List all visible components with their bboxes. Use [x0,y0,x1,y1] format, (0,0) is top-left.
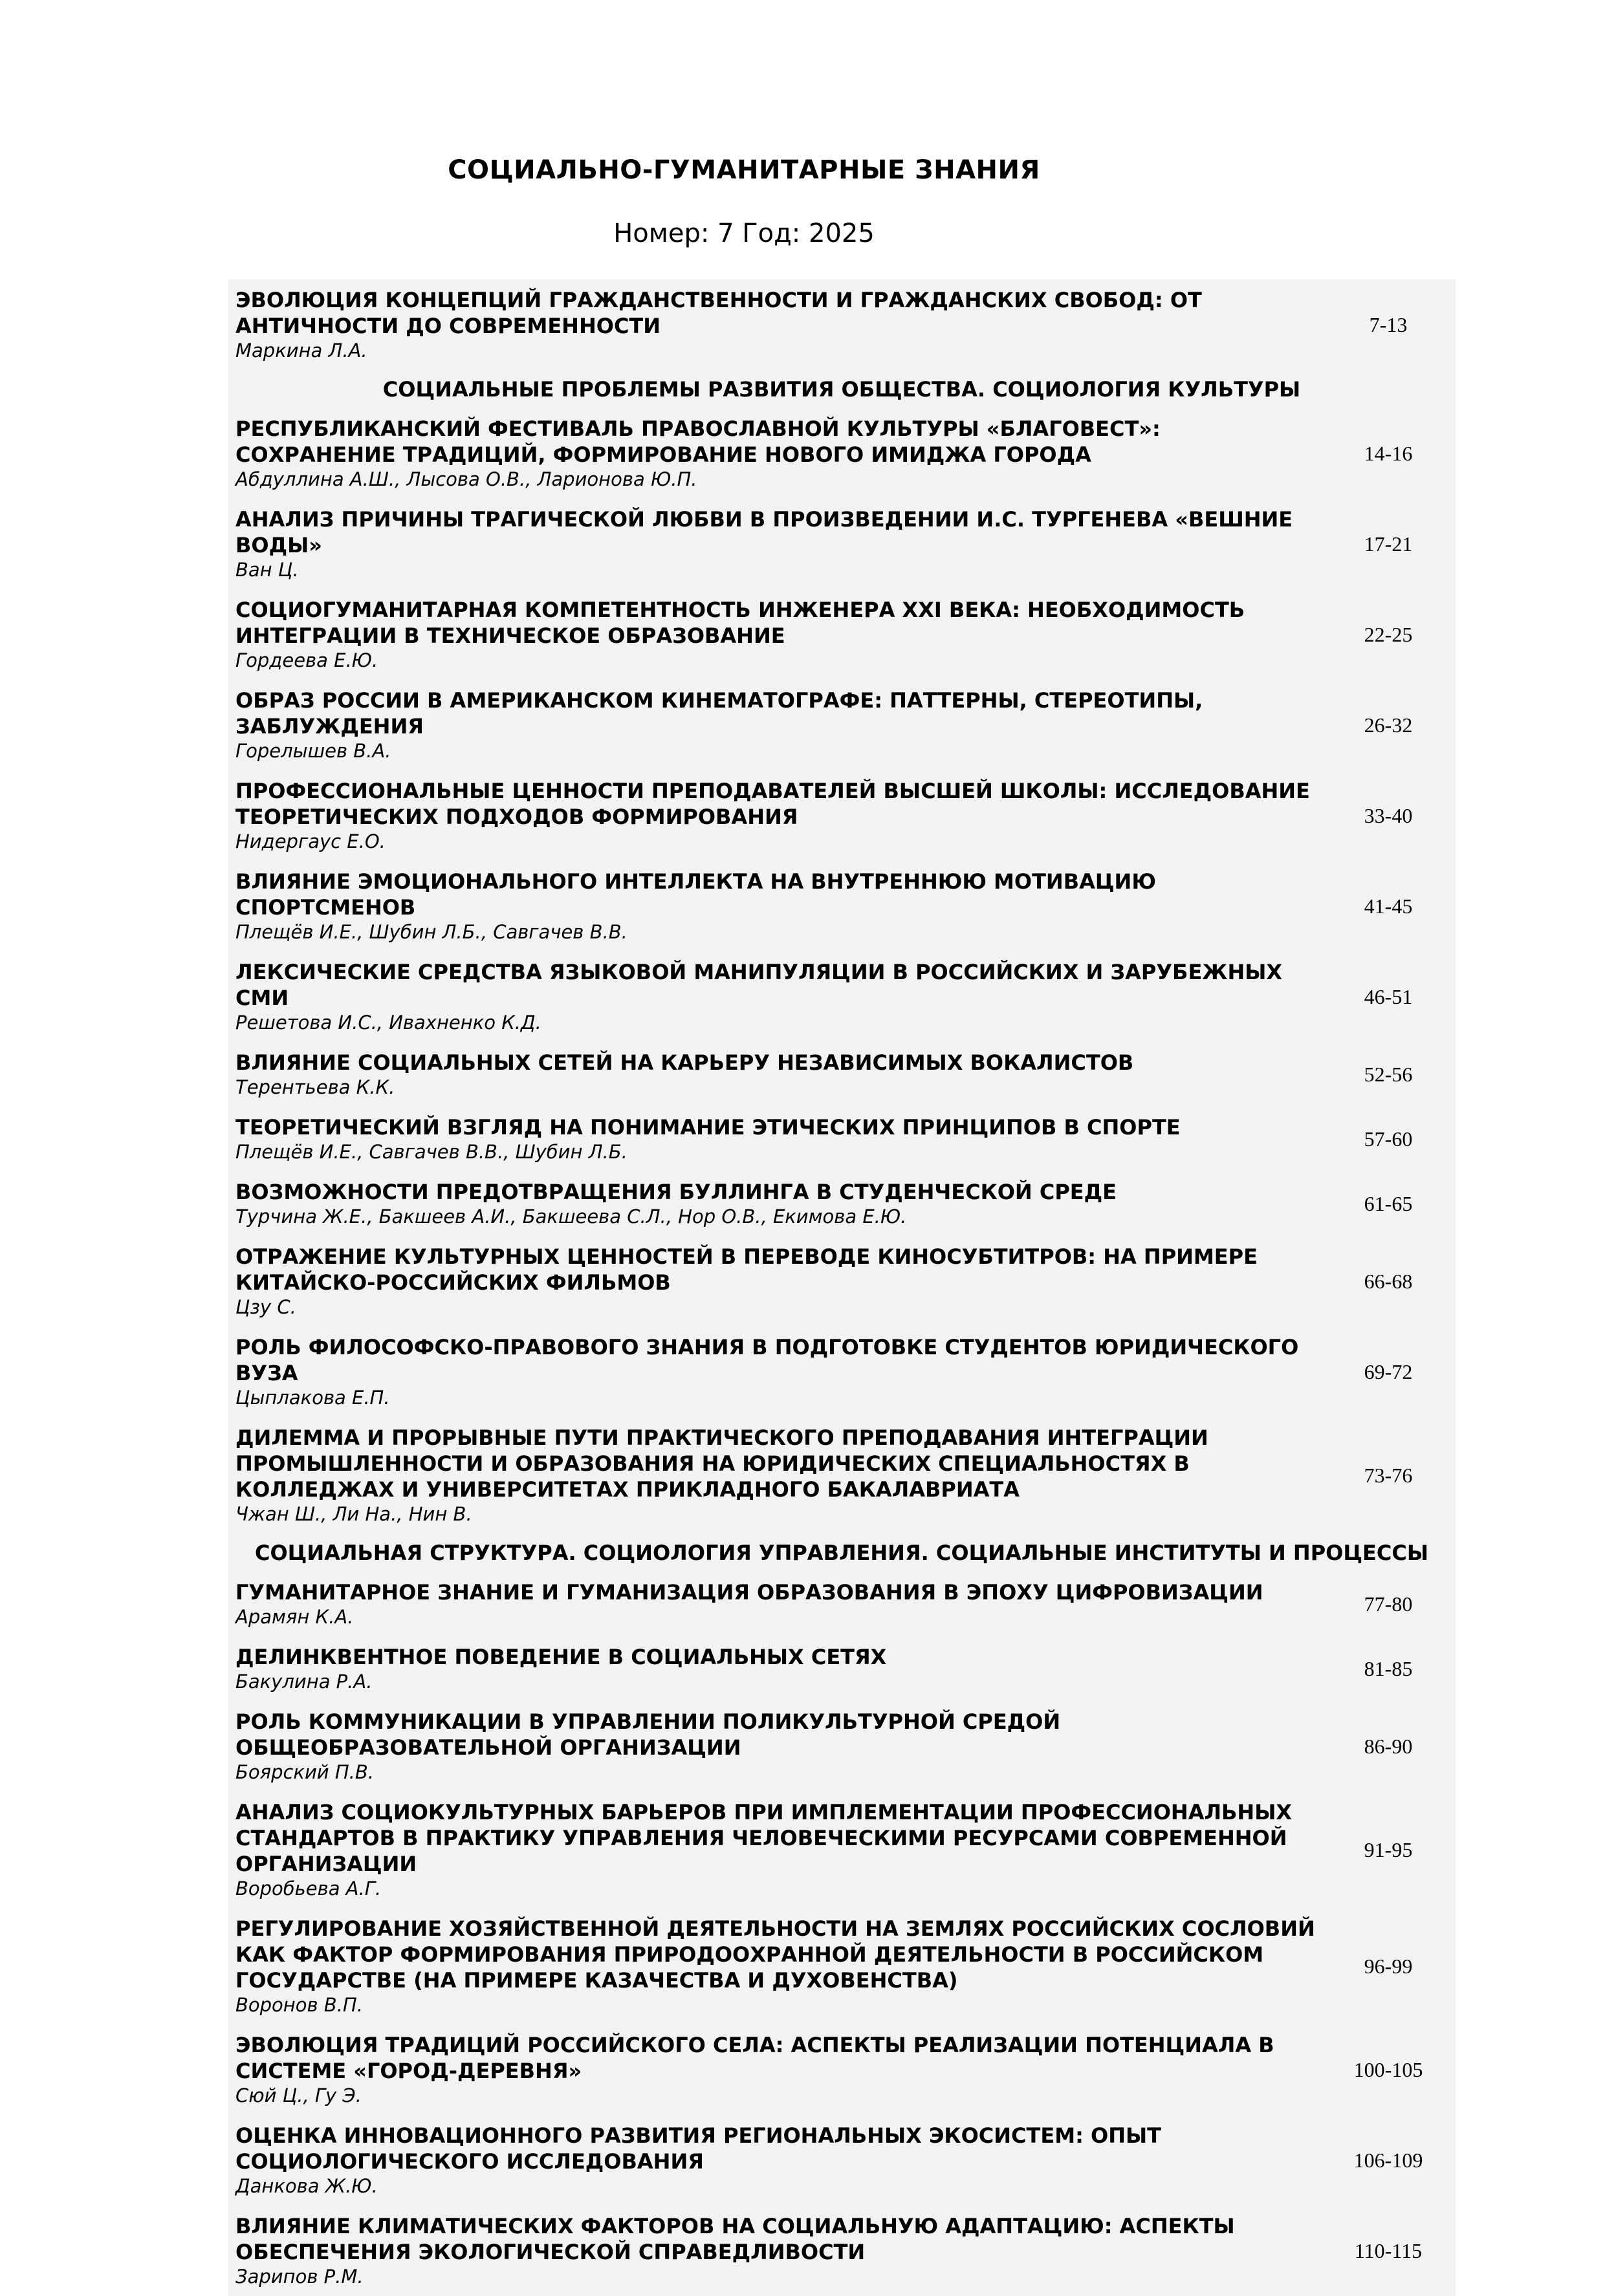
toc-entry [228,2123,1321,2198]
toc-row [228,499,1456,589]
article-authors: Ван Ц. [235,559,299,581]
article-title[interactable]: АНАЛИЗ СОЦИОКУЛЬТУРНЫХ БАРЬЕРОВ ПРИ ИМПЛЕМЕНТАЦИИ ПРОФЕССИОНАЛЬНЫХ СТАНДАРТОВ В ПРАКТИКУ УПРАВЛЕНИЯ ЧЕЛОВЕЧЕСКИМИ РЕСУРСАМИ СОВРЕМЕННОЙ ОРГАНИЗАЦИИ [235,1800,1293,1876]
article-pages: 57-60 [1364,1127,1413,1151]
article-authors: Воронов В.П. [235,1994,363,2016]
toc-row [228,1636,1456,1701]
article-authors: Плещёв И.Е., Шубин Л.Б., Савгачев В.В. [235,921,628,943]
article-pages: 41-45 [1364,894,1413,918]
article-pages: 77-80 [1364,1592,1413,1616]
article-pages: 33-40 [1364,804,1413,827]
article-title[interactable]: ДЕЛИНКВЕНТНОЕ ПОВЕДЕНИЕ В СОЦИАЛЬНЫХ СЕТЯХ [235,1645,887,1669]
article-pages: 22-25 [1364,623,1413,646]
article-authors: Маркина Л.А. [235,340,367,362]
article-authors: Данкова Ж.Ю. [235,2175,378,2197]
article-pages: 110-115 [1354,2239,1423,2262]
toc-row [228,1171,1456,1236]
toc-entry [228,778,1321,854]
toc-row [228,1107,1456,1171]
article-authors: Терентьева К.К. [235,1076,395,1098]
article-authors: Цзу С. [235,1296,296,1318]
article-authors: Воробьева А.Г. [235,1878,382,1900]
article-pages: 91-95 [1364,1838,1413,1861]
article-pages: 86-90 [1364,1735,1413,1758]
toc-entry [228,1114,1321,1164]
article-title[interactable]: АНАЛИЗ ПРИЧИНЫ ТРАГИЧЕСКОЙ ЛЮБВИ В ПРОИЗВЕДЕНИИ И.С. ТУРГЕНЕВА «ВЕШНИЕ ВОДЫ» [235,507,1293,558]
article-authors: Цыплакова Е.П. [235,1387,390,1409]
toc-entry [228,959,1321,1035]
article-title[interactable]: СОЦИОГУМАНИТАРНАЯ КОМПЕТЕНТНОСТЬ ИНЖЕНЕРА XXI ВЕКА: НЕОБХОДИМОСТЬ ИНТЕГРАЦИИ В ТЕХНИЧЕСКОЕ ОБРАЗОВАНИЕ [235,598,1245,648]
toc-entry [228,506,1321,582]
article-title[interactable]: ВЛИЯНИЕ КЛИМАТИЧЕСКИХ ФАКТОРОВ НА СОЦИАЛЬНУЮ АДАПТАЦИЮ: АСПЕКТЫ ОБЕСПЕЧЕНИЯ ЭКОЛОГИЧЕСКОЙ СПРАВЕДЛИВОСТИ [235,2214,1235,2264]
toc-row [228,279,1456,370]
toc-row [228,951,1456,1042]
toc-entry [228,2213,1321,2289]
article-title[interactable]: РОЛЬ ФИЛОСОФСКО-ПРАВОВОГО ЗНАНИЯ В ПОДГОТОВКЕ СТУДЕНТОВ ЮРИДИЧЕСКОГО ВУЗА [235,1335,1299,1385]
toc-row [228,1236,1456,1327]
article-title[interactable]: РЕСПУБЛИКАНСКИЙ ФЕСТИВАЛЬ ПРАВОСЛАВНОЙ КУЛЬТУРЫ «БЛАГОВЕСТ»: СОХРАНЕНИЕ ТРАДИЦИЙ, ФОРМИРОВАНИЕ НОВОГО ИМИДЖА ГОРОДА [235,417,1161,467]
toc-row [228,1792,1456,1908]
article-pages: 17-21 [1364,532,1413,556]
article-title[interactable]: ВЛИЯНИЕ ЭМОЦИОНАЛЬНОГО ИНТЕЛЛЕКТА НА ВНУТРЕННЮЮ МОТИВАЦИЮ СПОРТСМЕНОВ [235,869,1156,920]
article-title[interactable]: ОБРАЗ РОССИИ В АМЕРИКАНСКОМ КИНЕМАТОГРАФЕ: ПАТТЕРНЫ, СТЕРЕОТИПЫ, ЗАБЛУЖДЕНИЯ [235,688,1203,739]
toc-entry [228,1425,1321,1526]
toc-entry [228,416,1321,492]
toc-entry [228,869,1321,944]
article-authors: Боярский П.В. [235,1761,375,1783]
toc-entry [228,597,1321,673]
article-title[interactable]: ВЛИЯНИЕ СОЦИАЛЬНЫХ СЕТЕЙ НА КАРЬЕРУ НЕЗАВИСИМЫХ ВОКАЛИСТОВ [235,1050,1134,1075]
toc-entry [228,1050,1321,1099]
article-title[interactable]: ЭВОЛЮЦИЯ КОНЦЕПЦИЙ ГРАЖДАНСТВЕННОСТИ И ГРАЖДАНСКИХ СВОБОД: ОТ АНТИЧНОСТИ ДО СОВРЕМЕННОСТИ [235,288,1202,338]
toc-entry [228,688,1321,763]
article-title[interactable]: ОТРАЖЕНИЕ КУЛЬТУРНЫХ ЦЕННОСТЕЙ В ПЕРЕВОДЕ КИНОСУБТИТРОВ: НА ПРИМЕРЕ КИТАЙСКО-РОССИЙСКИХ ФИЛЬМОВ [235,1244,1258,1295]
toc-row [228,1042,1456,1107]
toc-entry [228,1244,1321,1319]
article-authors: Решетова И.С., Ивахненко К.Д. [235,1012,541,1034]
toc-entry [228,1799,1321,1901]
article-title[interactable]: ЭВОЛЮЦИЯ ТРАДИЦИЙ РОССИЙСКОГО СЕЛА: АСПЕКТЫ РЕАЛИЗАЦИИ ПОТЕНЦИАЛА В СИСТЕМЕ «ГОРОД-ДЕРЕВНЯ» [235,2033,1274,2083]
article-authors: Арамян К.А. [235,1606,354,1628]
toc-row [228,2115,1456,2205]
toc-row [228,1701,1456,1792]
toc-row [228,1572,1456,1636]
toc-row [228,408,1456,499]
article-pages: 46-51 [1364,985,1413,1008]
toc-row [228,770,1456,861]
article-title[interactable]: ЛЕКСИЧЕСКИЕ СРЕДСТВА ЯЗЫКОВОЙ МАНИПУЛЯЦИИ В РОССИЙСКИХ И ЗАРУБЕЖНЫХ СМИ [235,960,1283,1010]
toc-row [228,1417,1456,1533]
article-title[interactable]: РЕГУЛИРОВАНИЕ ХОЗЯЙСТВЕННОЙ ДЕЯТЕЛЬНОСТИ НА ЗЕМЛЯХ РОССИЙСКИХ СОСЛОВИЙ КАК ФАКТОР ФОРМИРОВАНИЯ ПРИРОДООХРАННОЙ ДЕЯТЕЛЬНОСТИ В РОССИЙСКОМ ГОСУДАРСТВЕ (НА ПРИМЕРЕ КАЗАЧЕСТВА И ДУХОВЕНСТВА) [235,1916,1315,1993]
article-pages: 81-85 [1364,1657,1413,1680]
article-authors: Горелышев В.А. [235,740,391,762]
section-heading: СОЦИАЛЬНЫЕ ПРОБЛЕМЫ РАЗВИТИЯ ОБЩЕСТВА. СОЦИОЛОГИЯ КУЛЬТУРЫ [382,377,1301,402]
article-title[interactable]: ТЕОРЕТИЧЕСКИЙ ВЗГЛЯД НА ПОНИМАНИЕ ЭТИЧЕСКИХ ПРИНЦИПОВ В СПОРТЕ [235,1115,1181,1140]
article-pages: 14-16 [1364,442,1413,465]
toc-entry [228,1334,1321,1410]
toc-entry [228,1916,1321,2017]
article-title[interactable]: ОЦЕНКА ИННОВАЦИОННОГО РАЗВИТИЯ РЕГИОНАЛЬНЫХ ЭКОСИСТЕМ: ОПЫТ СОЦИОЛОГИЧЕСКОГО ИССЛЕДОВАНИЯ [235,2123,1161,2174]
toc-row [228,1908,1456,2024]
toc-entry [228,287,1321,363]
toc-row [228,861,1456,951]
article-authors: Нидергаус Е.О. [235,830,386,852]
article-title[interactable]: ДИЛЕММА И ПРОРЫВНЫЕ ПУТИ ПРАКТИЧЕСКОГО ПРЕПОДАВАНИЯ ИНТЕГРАЦИИ ПРОМЫШЛЕННОСТИ И ОБРАЗОВАНИЯ НА ЮРИДИЧЕСКИХ СПЕЦИАЛЬНОСТЯХ В КОЛЛЕДЖАХ И УНИВЕРСИТЕТАХ ПРИКЛАДНОГО БАКАЛАВРИАТА [235,1425,1208,1502]
toc-entry [228,1644,1321,1694]
journal-title: СОЦИАЛЬНО-ГУМАНИТАРНЫЕ ЗНАНИЯ [448,155,1040,185]
article-authors: Зарипов Р.М. [235,2266,364,2288]
article-authors: Гордеева Е.Ю. [235,649,378,671]
article-authors: Сюй Ц., Гу Э. [235,2085,362,2106]
toc-row [228,1327,1456,1417]
article-title[interactable]: РОЛЬ КОММУНИКАЦИИ В УПРАВЛЕНИИ ПОЛИКУЛЬТУРНОЙ СРЕДОЙ ОБЩЕОБРАЗОВАТЕЛЬНОЙ ОРГАНИЗАЦИИ [235,1709,1061,1760]
toc-entry [228,1179,1321,1229]
section-heading: СОЦИАЛЬНАЯ СТРУКТУРА. СОЦИОЛОГИЯ УПРАВЛЕНИЯ. СОЦИАЛЬНЫЕ ИНСТИТУТЫ И ПРОЦЕССЫ [254,1541,1429,1565]
table-of-contents [228,279,1456,2296]
article-authors: Турчина Ж.Е., Бакшеев А.И., Бакшеева С.Л., Нор О.В., Екимова Е.Ю. [235,1206,907,1228]
toc-entry [228,1579,1321,1629]
toc-entry [228,2032,1321,2108]
article-pages: 61-65 [1364,1192,1413,1215]
article-pages: 96-99 [1364,1955,1413,1978]
article-authors: Бакулина Р.А. [235,1671,373,1693]
article-pages: 106-109 [1353,2149,1423,2172]
article-pages: 69-72 [1364,1360,1413,1383]
article-pages: 7-13 [1369,313,1408,336]
article-pages: 66-68 [1364,1270,1413,1293]
article-title[interactable]: ПРОФЕССИОНАЛЬНЫЕ ЦЕННОСТИ ПРЕПОДАВАТЕЛЕЙ ВЫСШЕЙ ШКОЛЫ: ИССЛЕДОВАНИЕ ТЕОРЕТИЧЕСКИХ ПОДХОДОВ ФОРМИРОВАНИЯ [235,779,1310,829]
toc-entry [228,1709,1321,1784]
article-title[interactable]: ГУМАНИТАРНОЕ ЗНАНИЕ И ГУМАНИЗАЦИЯ ОБРАЗОВАНИЯ В ЭПОХУ ЦИФРОВИЗАЦИИ [235,1580,1263,1605]
article-authors: Плещёв И.Е., Савгачев В.В., Шубин Л.Б. [235,1141,628,1163]
toc-row [228,589,1456,680]
article-authors: Чжан Ш., Ли На., Нин В. [235,1503,472,1525]
issue-line: Номер: 7 Год: 2025 [613,219,875,248]
article-authors: Абдуллина А.Ш., Лысова О.В., Ларионова Ю.П. [235,468,697,490]
toc-row [228,680,1456,770]
toc-row [228,2024,1456,2115]
article-pages: 100-105 [1353,2058,1423,2081]
toc-row [228,2205,1456,2296]
article-pages: 26-32 [1364,713,1413,737]
article-pages: 52-56 [1364,1063,1413,1086]
article-pages: 73-76 [1364,1464,1413,1487]
article-title[interactable]: ВОЗМОЖНОСТИ ПРЕДОТВРАЩЕНИЯ БУЛЛИНГА В СТУДЕНЧЕСКОЙ СРЕДЕ [235,1180,1117,1204]
